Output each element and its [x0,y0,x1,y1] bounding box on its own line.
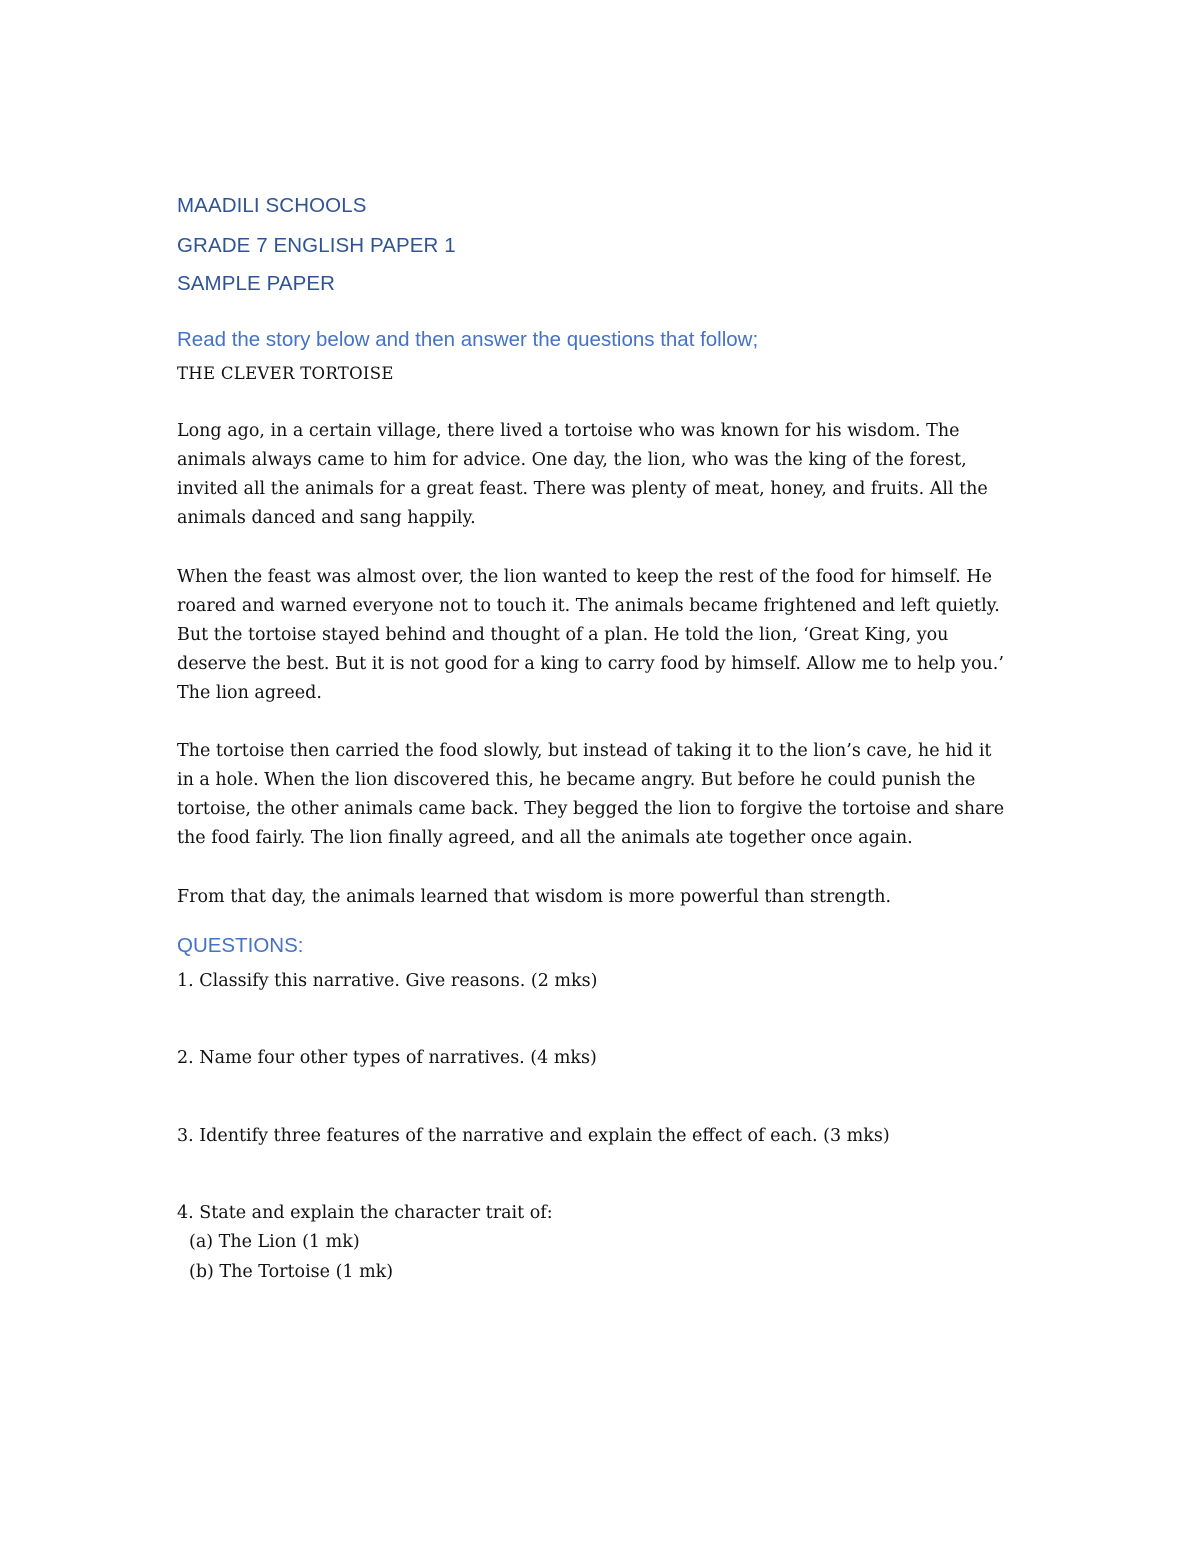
paragraph-line: But the tortoise stayed behind and thought of a plan. He told the lion, ‘Great King, you [177,625,949,645]
school-name: MAADILI SCHOOLS [177,194,367,217]
paragraph-line: roared and warned everyone not to touch it. The animals became frightened and left quietly. [177,596,1000,616]
paragraph-line: deserve the best. But it is not good for a king to carry food by himself. Allow me to help you.’ [177,654,1004,674]
question-2: 2. Name four other types of narratives. (4 mks) [177,1048,597,1068]
paragraph-line: From that day, the animals learned that wisdom is more powerful than strength. [177,887,892,907]
paragraph-line: tortoise, the other animals came back. They begged the lion to forgive the tortoise and share [177,799,1005,819]
paper-title: GRADE 7 ENGLISH PAPER 1 [177,234,456,257]
story-paragraph-2 [177,563,1057,708]
paragraph-line: When the feast was almost over, the lion wanted to keep the rest of the food for himself. He [177,567,992,587]
paragraph-line: The lion agreed. [177,683,322,703]
paragraph-line: the food fairly. The lion finally agreed, and all the animals ate together once again. [177,828,913,848]
story-title: THE CLEVER TORTOISE [177,364,394,383]
paragraph-line: in a hole. When the lion discovered this, he became angry. But before he could punish the [177,770,976,790]
story-paragraph-4 [177,883,1057,912]
paragraph-line: Long ago, in a certain village, there lived a tortoise who was known for his wisdom. The [177,421,960,441]
paragraph-line: invited all the animals for a great feast. There was plenty of meat, honey, and fruits. All the [177,479,988,499]
paper-type: SAMPLE PAPER [177,272,336,295]
reading-instruction: Read the story below and then answer the questions that follow; [177,328,759,351]
paragraph-line: The tortoise then carried the food slowly, but instead of taking it to the lion’s cave, he hid it [177,741,992,761]
paragraph-line: animals always came to him for advice. One day, the lion, who was the king of the forest, [177,450,967,470]
story-paragraph-1 [177,417,1057,533]
question-4b: (b) The Tortoise (1 mk) [189,1262,394,1282]
questions-heading: QUESTIONS: [177,934,304,957]
story-paragraph-3 [177,737,1057,853]
question-3: 3. Identify three features of the narrative and explain the effect of each. (3 mks) [177,1126,890,1146]
question-1: 1. Classify this narrative. Give reasons. (2 mks) [177,971,598,991]
question-4a: (a) The Lion (1 mk) [189,1232,360,1252]
paragraph-line: animals danced and sang happily. [177,508,476,528]
question-4: 4. State and explain the character trait of: [177,1203,553,1223]
